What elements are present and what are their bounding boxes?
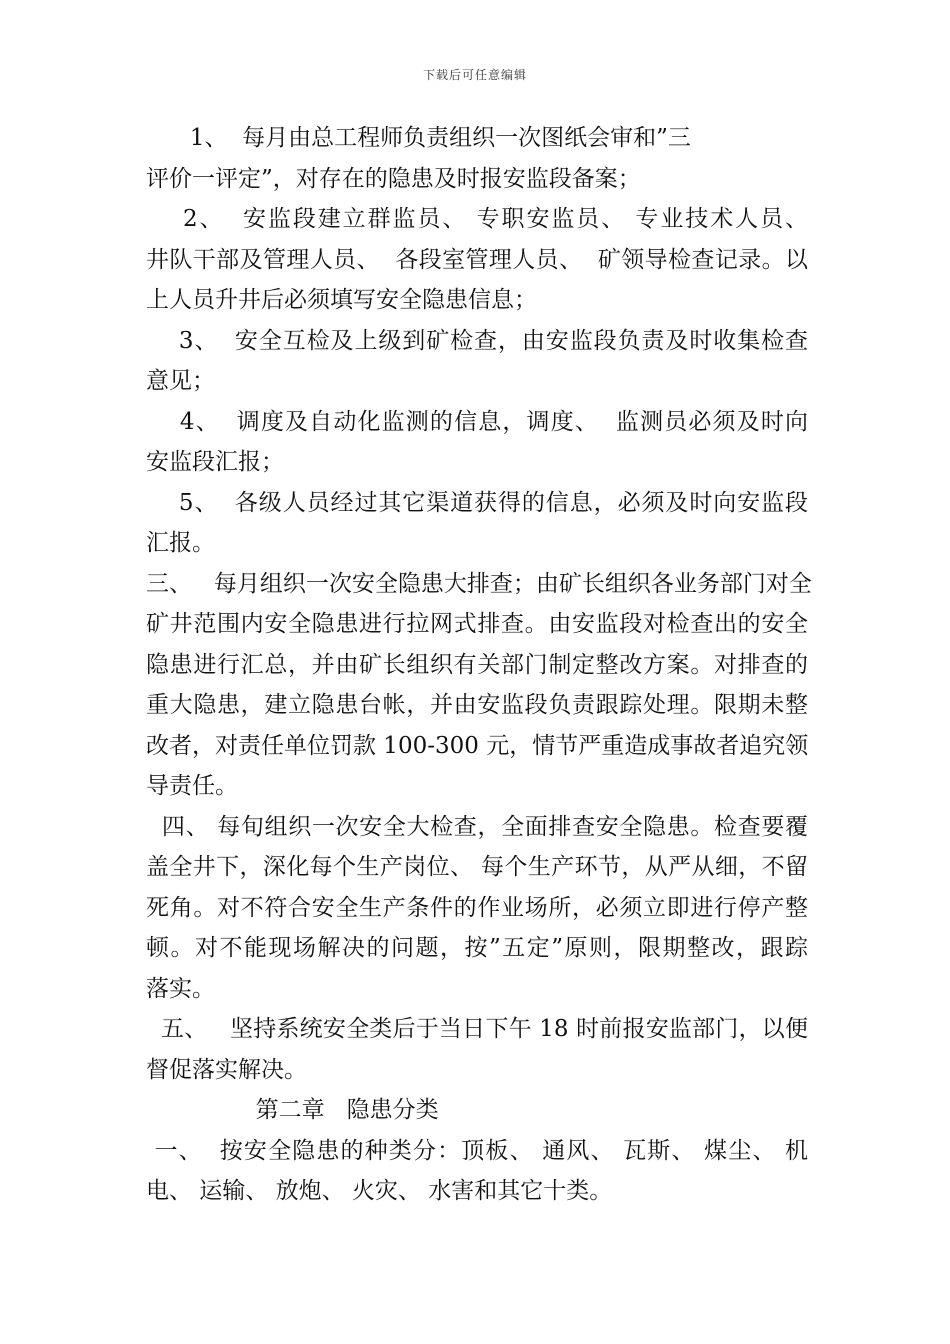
text-line: 顿。对不能现场解决的问题，按”五定”原则，限期整改，跟踪 (146, 935, 808, 961)
text-line: 3、 安全互检及上级到矿检查，由安监段负责及时收集检查 (146, 327, 808, 354)
text-line: 一、 按安全隐患的种类分：顶板、 通风、 瓦斯、 煤尘、 机 (146, 1137, 808, 1164)
text-line: 2、 安监段建立群监员、 专职安监员、 专业技术人员、 (146, 206, 808, 232)
text-line: 1、 每月由总工程师负责组织一次图纸会审和”三 (146, 125, 691, 151)
text-line: 电、 运输、 放炮、 火灾、 水害和其它十类。 (146, 1178, 613, 1204)
text-line: 四、 每旬组织一次安全大检查，全面排查安全隐患。检查要覆 (146, 813, 808, 840)
text-line: 督促落实解决。 (146, 1056, 307, 1083)
document-body (146, 118, 812, 1212)
text-line: 改者，对责任单位罚款 100-300 元，情节严重造成事故者追究领 (146, 732, 809, 759)
text-line: 死角。对不符合安全生产条件的作业场所，必须立即进行停产整 (146, 894, 808, 921)
text-line: 井队干部及管理人员、 各段室管理人员、 矿领导检查记录。以 (146, 246, 808, 273)
text-line: 安监段汇报； (146, 449, 284, 475)
text-line: 第二章 隐患分类 (146, 1097, 439, 1123)
text-line: 5、 各级人员经过其它渠道获得的信息，必须及时向安监段 (146, 489, 808, 516)
text-line: 导责任。 (146, 773, 238, 799)
text-line: 盖全井下，深化每个生产岗位、 每个生产环节，从严从细，不留 (146, 854, 808, 880)
text-line: 隐患进行汇总，并由矿长组织有关部门制定整改方案。对排查的 (146, 651, 808, 678)
page-header: 下载后可任意编辑 (422, 68, 527, 82)
text-line: 评价一评定”，对存在的隐患及时报安监段备案； (146, 165, 641, 192)
text-line: 三、 每月组织一次安全隐患大排查；由矿长组织各业务部门对全 (146, 570, 812, 597)
text-line: 重大隐患，建立隐患台帐，并由安监段负责跟踪处理。限期未整 (146, 692, 808, 718)
text-line: 落实。 (146, 975, 215, 1002)
text-line: 矿井范围内安全隐患进行拉网式排查。由安监段对检查出的安全 (146, 611, 808, 637)
text-line: 意见； (146, 368, 215, 394)
text-line: 4、 调度及自动化监测的信息，调度、 监测员必须及时向 (146, 408, 808, 435)
text-line: 上人员升井后必须填写安全隐患信息； (146, 287, 537, 313)
text-line: 五、 坚持系统安全类后于当日下午 18 时前报安监部门，以便 (146, 1016, 808, 1042)
text-line: 汇报。 (146, 530, 215, 556)
